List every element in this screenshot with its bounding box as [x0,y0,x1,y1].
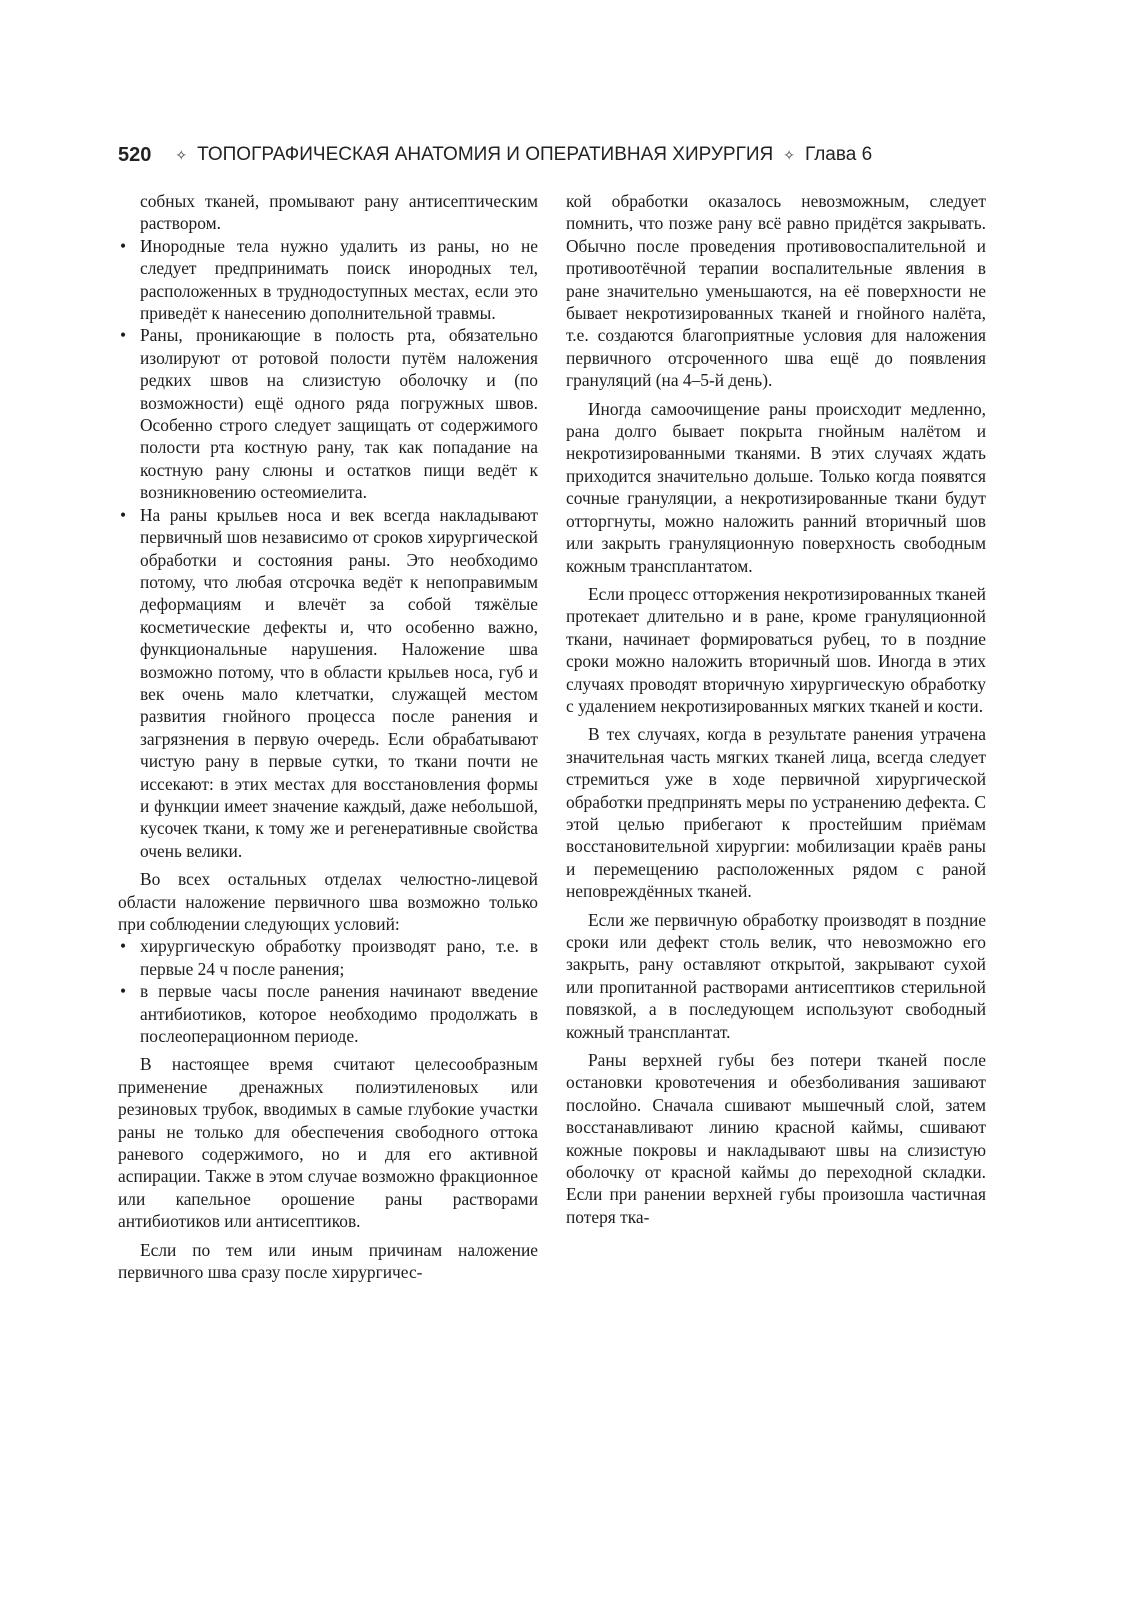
continued-paragraph: кой обработки оказалось невозможным, следует помнить, что позже рану всё равно придётся закрывать. Обычно после проведения противовоспалительной и противоотёчной терапии воспалительные явления в ране значительно уменьшаются, на её поверхности не бывает некротизированных тканей и гнойного налёта, т.е. создаются благоприятные условия для наложения первичного отсроченного шва ещё до появления грануляций (на 4–5-й день). [566,191,986,391]
paragraph: В тех случаях, когда в результате ранения утрачена значительная часть мягких тканей лица, всегда следует стремиться уже в ходе первичной хирургической обработки предпринять меры по устранению дефекта. С этой целью прибегают к простейшим приёмам восстановительной хирургии: мобилизации краёв раны и перемещению расположенных рядом с раной неповреждённых тканей. [566,724,986,902]
list-item: • Раны, проникающие в полость рта, обязательно изолируют от ротовой полости путём наложения редких швов на слизистую оболочку и (по возможности) ещё одного ряда погружных швов. Особенно строго следует защищать от содержимого полости рта костную рану, так как попадание на костную рану слюны и остатков пищи ведёт к возникновению остеомиелита. [120,325,538,503]
continued-paragraph: собных тканей, промывают рану антисептическим раствором. [140,191,538,234]
paragraph: Иногда самоочищение раны происходит медленно, рана долго бывает покрыта гнойным налётом и некротизированными тканями. В этих случаях ждать приходится значительно дольше. Только когда появятся сочные грануляции, а некротизированные ткани будут отторгнуты, можно наложить ранний вторичный шов или закрыть грануляционную поверхность свободным кожным трансплантатом. [566,398,986,576]
bullet-icon: • [120,325,127,346]
bullet-icon: • [120,504,127,525]
chapter-label: Глава 6 [805,144,873,165]
bullet-icon: • [120,235,127,256]
diamond-separator-icon: ✧ [783,146,795,163]
conditions-list [118,935,538,1047]
paragraph: Если процесс отторжения некротизированных тканей протекает длительно и в ране, кроме грануляционной ткани, начинает формироваться рубец, то в поздние сроки можно наложить вторичный шов. Иногда в этих случаях проводят вторичную хирургическую обработку с удалением некротизированных мягких тканей и кости. [566,583,986,716]
diamond-separator-icon: ✧ [175,146,188,163]
paragraph: В настоящее время считают целесообразным применение дренажных полиэтиленовых или резиновых трубок, вводимых в самые глубокие участки раны не только для обеспечения свободного оттока раневого содержимого, но и для его активной аспирации. Также в этом случае возможно фракционное или капельное орошение раны растворами антибиотиков или антисептиков. [118,1054,538,1232]
list-item: • На раны крыльев носа и век всегда накладывают первичный шов независимо от сроков хирургической обработки и состояния раны. Это необходимо потому, что любая отсрочка ведёт к непоправимым деформациям и влечёт за собой тяжёлые косметические дефекты и, что особенно важно, функциональные нарушения. Наложение шва возможно потому, что в области крыльев носа, губ и век очень мало клетчатки, служащей местом развития гнойного процесса после ранения и загрязнения в первую очередь. Если обрабатывают чистую рану в первые сутки, то ткани почти не иссекают: в этих местах для восстановления формы и функции имеет значение каждый, даже небольшой, кусочек ткани, к тому же и регенеративные свойства очень велики. [120,504,538,861]
list-item: • в первые часы после ранения начинают введение антибиотиков, которое необходимо продолжать в послеоперационном периоде. [120,981,538,1047]
paragraph: Раны верхней губы без потери тканей после остановки кровотечения и обезболивания зашивают послойно. Сначала сшивают мышечный слой, затем восстанавливают линию красной каймы, сшивают кожные покровы и накладывают швы на слизистую оболочку от красной каймы до переходной складки. Если при ранении верхней губы произошла частичная потеря тка- [566,1050,986,1227]
list-item: • Инородные тела нужно удалить из раны, но не следует предпринимать поиск инородных тел, расположенных в труднодоступных местах, если это приведёт к нанесению дополнительной травмы. [120,235,538,324]
bullet-list [118,235,538,862]
list-item: • хирургическую обработку производят рано, т.е. в первые 24 ч после ранения; [120,936,538,979]
running-header [118,140,1018,170]
paragraph: Если по тем или иным причинам наложение первичного шва сразу после хирургичес- [118,1239,538,1283]
right-column [566,190,986,1228]
bullet-icon: • [120,981,127,1002]
bullet-icon: • [120,936,127,957]
paragraph: Во всех остальных отделах челюстно-лицевой области наложение первичного шва возможно только при соблюдении следующих условий: [118,869,538,934]
left-column [118,190,538,1284]
book-title: ТОПОГРАФИЧЕСКАЯ АНАТОМИЯ И ОПЕРАТИВНАЯ ХИРУРГИЯ [197,144,774,165]
page-number: 520 [118,143,152,166]
paragraph: Если же первичную обработку производят в поздние сроки или дефект столь велик, что невозможно его закрыть, рану оставляют открытой, закрывают сухой или пропитанной растворами антисептиков стерильной повязкой, а в последующем используют свободный кожный трансплантат. [566,909,986,1042]
